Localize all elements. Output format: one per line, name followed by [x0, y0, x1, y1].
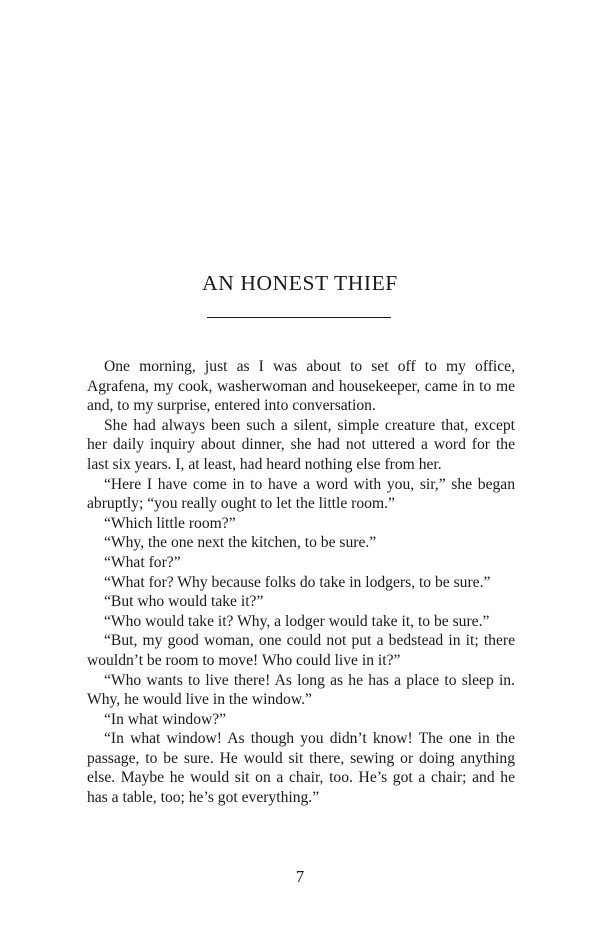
paragraph: “What for? Why because folks do take in lodgers, to be sure.”: [104, 573, 491, 591]
chapter-title: AN HONEST THIEF: [202, 271, 398, 295]
paragraph: “But, my good woman, one could not put a bedstead in it; there wouldn’t be room to move! Who could live in it?”: [87, 632, 515, 669]
paragraph: One morning, just as I was about to set off to my office, Agrafena, my cook, washerwoman and housekeeper, came in to me and, to my surprise, entered into conversation.: [87, 358, 515, 415]
title-rule: [207, 317, 391, 318]
paragraph: “Who wants to live there! As long as he has a place to sleep in. Why, he would live in the window.”: [87, 671, 515, 709]
paragraph: “But who would take it?”: [104, 593, 264, 611]
chapter-body: [87, 357, 515, 808]
paragraph: “Who would take it? Why, a lodger would take it, to be sure.”: [104, 612, 490, 630]
paragraph: “Here I have come in to have a word with you, sir,” she began abruptly; “you really ought to let the little room.”: [87, 475, 515, 513]
paragraph: “What for?”: [104, 553, 181, 571]
paragraph: “Why, the one next the kitchen, to be sure.”: [104, 534, 377, 552]
paragraph: “In what window! As though you didn’t know! The one in the passage, to be sure. He would sit there, sewing or doing anything else. Maybe he would sit on a chair, too. He’s got a chair; and he has a table, too; he’s got everything.”: [87, 730, 515, 807]
paragraph: “In what window?”: [104, 710, 227, 728]
paragraph: She had always been such a silent, simple creature that, except her daily inquiry about dinner, she had not uttered a word for the last six years. I, at least, had heard nothing else from her.: [87, 416, 515, 473]
page-number: 7: [295, 867, 305, 886]
paragraph: “Which little room?”: [104, 514, 236, 532]
